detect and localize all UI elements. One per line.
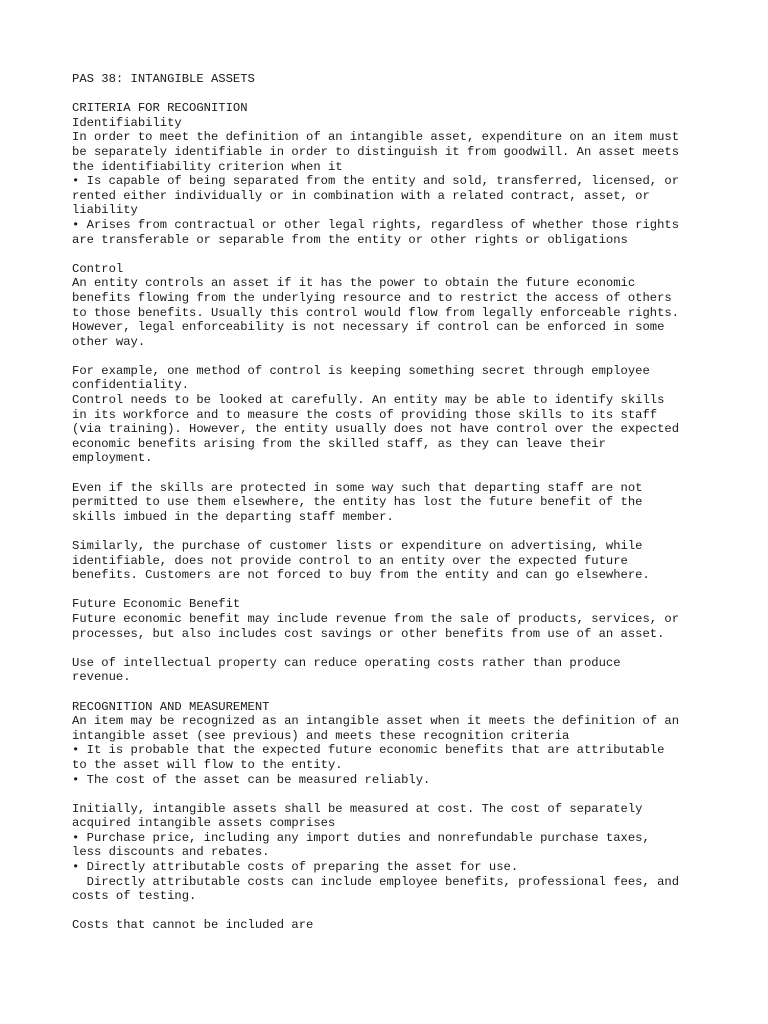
- text-line: economic benefits arising from the skilled staff, as they can leave their: [72, 436, 606, 451]
- text-line: employment.: [72, 451, 153, 466]
- text-line: confidentiality.: [72, 378, 190, 393]
- text-line: In order to meet the definition of an intangible asset, expenditure on an item must: [72, 130, 680, 145]
- text-line: to those benefits. Usually this control would flow from legally enforceable rights.: [72, 305, 680, 320]
- blank-line: [72, 904, 712, 919]
- blank-line: [72, 787, 712, 802]
- blank-line: [72, 247, 712, 262]
- text-line: • Arises from contractual or other legal rights, regardless of whether those rights: [72, 217, 680, 232]
- blank-line: [72, 466, 712, 481]
- text-line: • The cost of the asset can be measured reliably.: [72, 772, 431, 787]
- text-line: skills imbued in the departing staff member.: [72, 509, 394, 524]
- text-line: acquired intangible assets comprises: [72, 816, 336, 831]
- text-line: to the asset will flow to the entity.: [72, 757, 343, 772]
- text-line: An item may be recognized as an intangible asset when it meets the definition of an: [72, 714, 680, 729]
- text-line: CRITERIA FOR RECOGNITION: [72, 101, 248, 116]
- text-line: Identifiability: [72, 115, 182, 130]
- text-line: Even if the skills are protected in some way such that departing staff are not: [72, 480, 643, 495]
- text-line: rented either individually or in combination with a related contract, asset, or: [72, 188, 650, 203]
- text-line: Future economic benefit may include revenue from the sale of products, services, or: [72, 611, 680, 626]
- text-line: Control: [72, 261, 124, 276]
- document-body: [72, 101, 712, 933]
- blank-line: [72, 641, 712, 656]
- text-line: liability: [72, 203, 138, 218]
- text-line: Control needs to be looked at carefully. An entity may be able to identify skills: [72, 393, 665, 408]
- document-title: PAS 38: INTANGIBLE ASSETS: [72, 72, 255, 86]
- text-line: are transferable or separable from the entity or other rights or obligations: [72, 232, 628, 247]
- text-line: identifiable, does not provide control to an entity over the expected future: [72, 553, 628, 568]
- blank-line: [72, 524, 712, 539]
- text-line: benefits. Customers are not forced to buy from the entity and can go elsewhere.: [72, 568, 650, 583]
- text-line: For example, one method of control is keeping something secret through employee: [72, 363, 650, 378]
- text-line: • Purchase price, including any import duties and nonrefundable purchase taxes,: [72, 830, 650, 845]
- text-line: the identifiability criterion when it: [72, 159, 343, 174]
- text-line: Future Economic Benefit: [72, 597, 241, 612]
- text-line: • Is capable of being separated from the entity and sold, transferred, licensed, or: [72, 174, 680, 189]
- blank-line: [72, 583, 712, 598]
- text-line: be separately identifiable in order to distinguish it from goodwill. An asset meets: [72, 144, 680, 159]
- text-line: revenue.: [72, 670, 131, 685]
- text-line: • Directly attributable costs of preparing the asset for use.: [72, 860, 519, 875]
- text-line: intangible asset (see previous) and meets these recognition criteria: [72, 728, 570, 743]
- text-line: less discounts and rebates.: [72, 845, 270, 860]
- text-line: permitted to use them elsewhere, the entity has lost the future benefit of the: [72, 495, 643, 510]
- text-line: RECOGNITION AND MEASUREMENT: [72, 699, 270, 714]
- text-line: benefits flowing from the underlying resource and to restrict the access of others: [72, 290, 672, 305]
- text-line: in its workforce and to measure the costs of providing those skills to its staff: [72, 407, 658, 422]
- blank-line: [72, 349, 712, 364]
- blank-line: [72, 685, 712, 700]
- text-line: An entity controls an asset if it has the power to obtain the future economic: [72, 276, 636, 291]
- text-line: • It is probable that the expected future economic benefits that are attributable: [72, 743, 665, 758]
- text-line: processes, but also includes cost savings or other benefits from use of an asset.: [72, 626, 665, 641]
- text-line: Use of intellectual property can reduce operating costs rather than produce: [72, 655, 621, 670]
- text-line: Costs that cannot be included are: [72, 918, 314, 933]
- blank-line: [72, 87, 712, 102]
- text-line: However, legal enforceability is not necessary if control can be enforced in some: [72, 320, 665, 335]
- document-page: [72, 72, 712, 933]
- text-line: costs of testing.: [72, 889, 197, 904]
- text-line: Directly attributable costs can include employee benefits, professional fees, and: [72, 874, 680, 889]
- text-line: Initially, intangible assets shall be measured at cost. The cost of separately: [72, 801, 643, 816]
- text-line: Similarly, the purchase of customer lists or expenditure on advertising, while: [72, 539, 643, 553]
- text-line: (via training). However, the entity usually does not have control over the expected: [72, 422, 680, 437]
- text-line: other way.: [72, 334, 146, 349]
